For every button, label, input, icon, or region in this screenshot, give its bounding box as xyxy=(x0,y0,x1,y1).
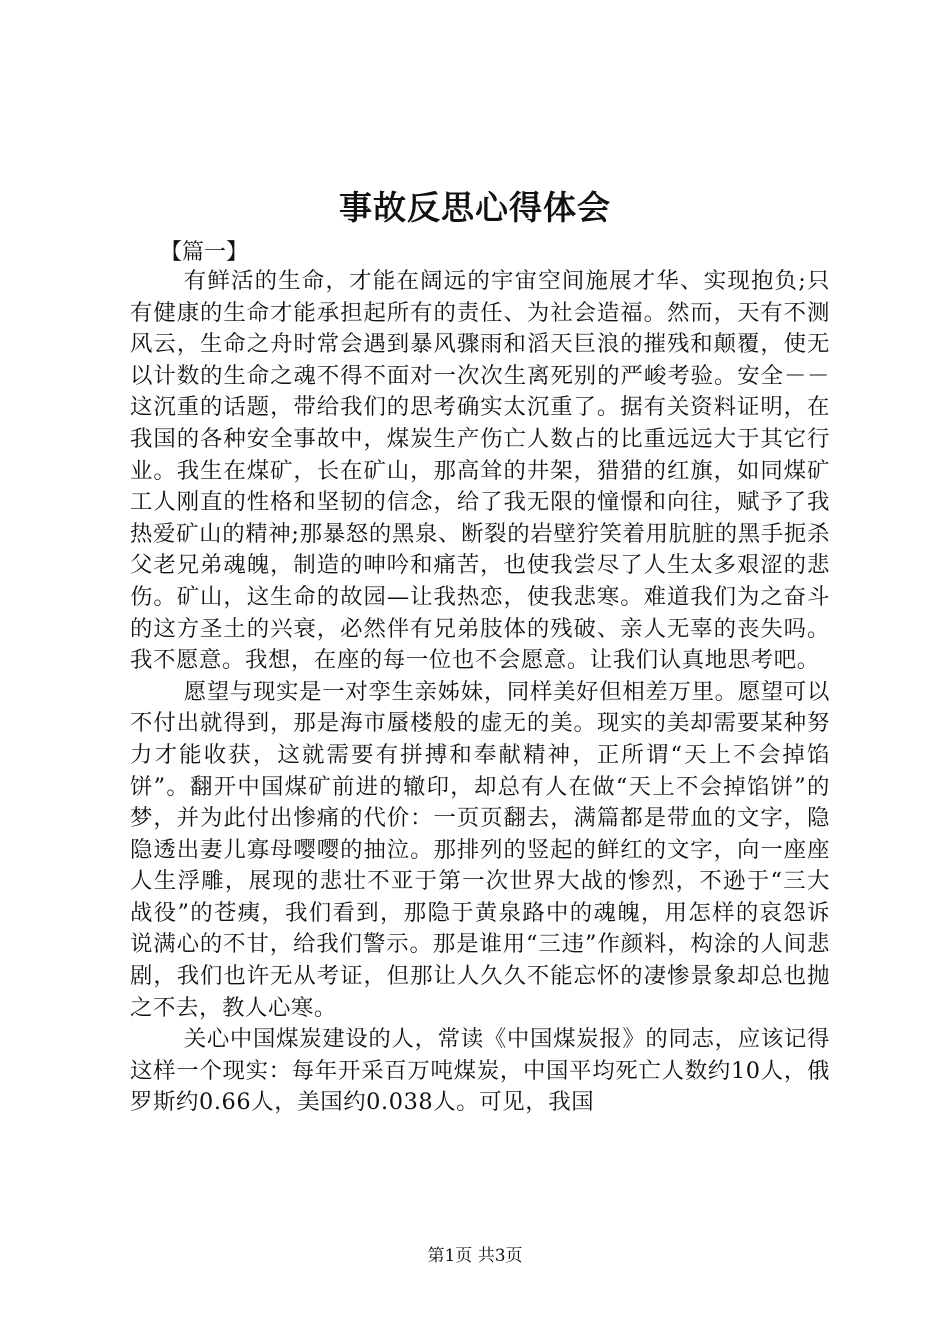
document-title: 事故反思心得体会 xyxy=(339,188,611,227)
paragraph-1: 有鲜活的生命，才能在阔远的宇宙空间施展才华、实现抱负;只有健康的生命才能承担起所有的责任、为社会造福。然而，天有不测风云，生命之舟时常会遇到暴风骤雨和滔天巨浪的摧残和颠覆，使无以计数的生命之魂不得不面对一次次生离死别的严峻考验。安全－－这沉重的话题，带给我们的思考确实太沉重了。据有关资料证明，在我国的各种安全事故中，煤炭生产伤亡人数占的比重远远大于其它行业。我生在煤矿，长在矿山，那高耸的井架，猎猎的红旗，如同煤矿工人刚直的性格和坚韧的信念，给了我无限的憧憬和向往，赋予了我热爱矿山的精神;那暴怒的黑泉、断裂的岩壁狞笑着用肮脏的黑手扼杀父老兄弟魂魄，制造的呻吟和痛苦，也使我尝尽了人生太多艰涩的悲伤。矿山，这生命的故园—让我热恋，使我悲寒。难道我们为之奋斗的这方圣土的兴衰，必然伴有兄弟肢体的残破、亲人无辜的丧失吗。我不愿意。我想，在座的每一位也不会愿意。让我们认真地思考吧。 xyxy=(130,268,830,674)
paragraph-2: 愿望与现实是一对孪生亲姊妹，同样美好但相差万里。愿望可以不付出就得到，那是海市蜃楼般的虚无的美。现实的美却需要某种努力才能收获，这就需要有拼搏和奉献精神，正所谓“天上不会掉馅饼”。翻开中国煤矿前进的辙印，却总有人在做“天上不会掉馅饼”的梦，并为此付出惨痛的代价：一页页翻去，满篇都是带血的文字，隐隐透出妻儿寡母嘤嘤的抽泣。那排列的竖起的鲜红的文字，向一座座人生浮雕，展现的悲壮不亚于第一次世界大战的惨烈，不逊于“三大战役”的苍痍，我们看到，那隐于黄泉路中的魂魄，用怎样的哀怨诉说满心的不甘，给我们警示。那是谁用“三违”作颜料，构涂的人间悲剧，我们也许无从考证，但那让人久久不能忘怀的凄惨景象却总也抛之不去，教人心寒。 xyxy=(130,678,830,1021)
page-indicator: 第1页 共3页 xyxy=(427,1246,523,1266)
section-label: 【篇一】 xyxy=(160,240,249,265)
document-body xyxy=(130,266,830,1119)
paragraph-3: 关心中国煤炭建设的人，常读《中国煤炭报》的同志，应该记得这样一个现实：每年开采百万吨煤炭，中国平均死亡人数约10人，俄罗斯约0.66人，美国约0.038人。可见，我国 xyxy=(130,1026,830,1116)
